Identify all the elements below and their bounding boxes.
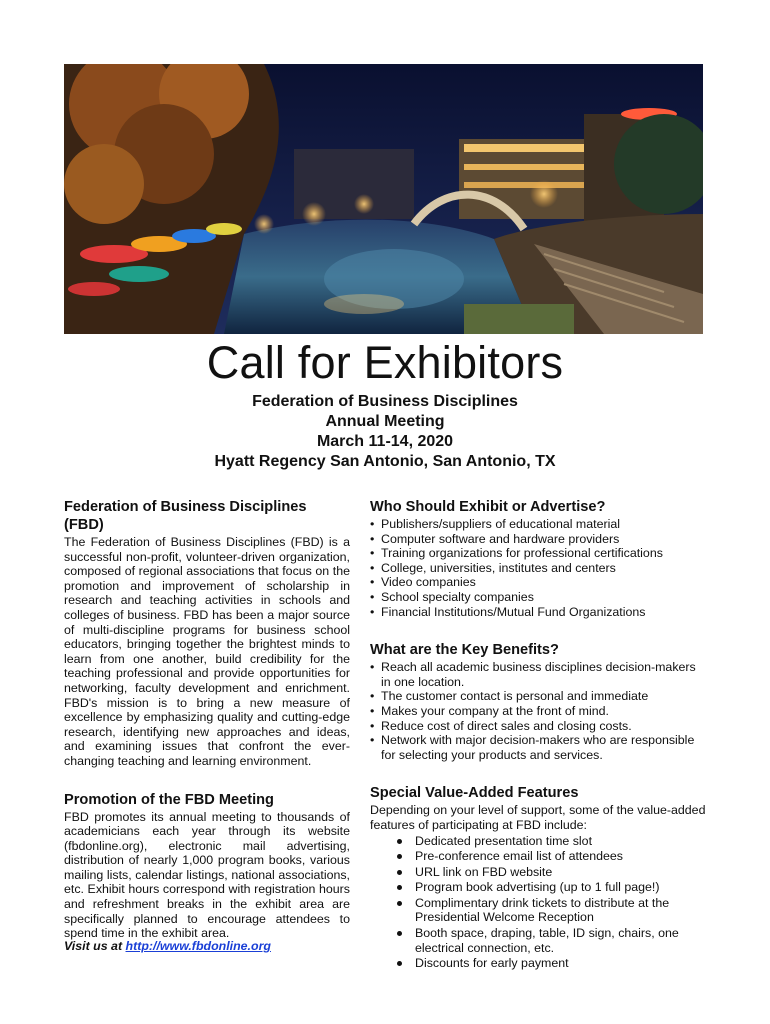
visit-prefix: Visit us at xyxy=(64,939,126,953)
key-benefits-list xyxy=(370,660,706,762)
visit-line xyxy=(64,939,271,953)
list-item: • Publishers/suppliers of educational material xyxy=(370,517,706,532)
event-venue: Hyatt Regency San Antonio, San Antonio, TX xyxy=(214,453,556,470)
list-item: • Training organizations for professional certifications xyxy=(370,546,706,561)
list-item: • Network with major decision-makers who are responsible for selecting your products and services. xyxy=(370,733,706,762)
list-item: • The customer contact is personal and immediate xyxy=(370,689,706,704)
left-column xyxy=(64,498,350,941)
list-item: URL link on FBD website xyxy=(370,865,706,880)
list-item: • Reach all academic business disciplines decision-makers in one location. xyxy=(370,660,706,689)
list-item: • Financial Institutions/Mutual Fund Organizations xyxy=(370,605,706,620)
special-features-heading: Special Value-Added Features xyxy=(370,785,579,802)
list-item: Booth space, draping, table, ID sign, chairs, one electrical connection, etc. xyxy=(370,926,706,955)
list-item: • School specialty companies xyxy=(370,590,706,605)
list-item: Program book advertising (up to 1 full page!) xyxy=(370,880,706,895)
key-benefits-heading: What are the Key Benefits? xyxy=(370,642,559,659)
list-item: • Reduce cost of direct sales and closing costs. xyxy=(370,719,706,734)
page-title: Call for Exhibitors xyxy=(206,337,564,388)
list-item: Discounts for early payment xyxy=(370,956,706,971)
right-column xyxy=(370,498,706,972)
list-item: • Makes your company at the front of mind. xyxy=(370,704,706,719)
hero-photo xyxy=(64,64,703,334)
river-walk-night-image xyxy=(64,64,703,334)
promotion-description: FBD promotes its annual meeting to thousands of academicians each year through its website (fbdonline.org), electronic mail advertising, distribution of nearly 1,000 program books, various mailing lists, calendar listings, national associations, etc. Exhibit hours correspond with registration hours and refreshment breaks in the exhibit area are specifically planned to encourage attendees to spend time in the exhibit area. xyxy=(64,809,350,941)
event-name: Annual Meeting xyxy=(325,413,445,430)
special-features-list xyxy=(370,834,706,971)
list-item: • Video companies xyxy=(370,575,706,590)
list-item: Complimentary drink tickets to distribute at the Presidential Welcome Reception xyxy=(370,896,706,925)
event-subheading xyxy=(0,392,770,472)
event-dates: March 11-14, 2020 xyxy=(316,433,454,450)
list-item: Dedicated presentation time slot xyxy=(370,834,706,849)
organization-name: Federation of Business Disciplines xyxy=(252,393,518,410)
list-item: • Computer software and hardware providers xyxy=(370,532,706,547)
who-should-exhibit-heading: Who Should Exhibit or Advertise? xyxy=(370,499,606,515)
list-item: Pre-conference email list of attendees xyxy=(370,849,706,864)
who-should-exhibit-list xyxy=(370,517,706,619)
promotion-heading: Promotion of the FBD Meeting xyxy=(64,791,274,808)
list-item: • College, universities, institutes and centers xyxy=(370,561,706,576)
fbd-heading: Federation of Business Disciplines (FBD) xyxy=(64,499,307,533)
website-link[interactable]: http://www.fbdonline.org xyxy=(125,939,271,953)
special-features-intro: Depending on your level of support, some of the value-added features of participating at FBD include: xyxy=(370,803,706,832)
fbd-description: The Federation of Business Disciplines (FBD) is a successful non-profit, volunteer-driven organization, composed of regional associations that focus on the promotion and improvement of scholarship in research and teaching activities in schools and colleges of business. FBD has been a major source of multi-discipline programs for business school educators, bringing together the brightest minds to learn from one another, build credibility for the teaching professional and provide opportunities for networking, faculty development and enrichment. FBD's mission is to bring a new measure of excellence by emphasizing quality and cutting-edge research, identifying new approaches and ideas, and examining issues that confront the ever-changing teaching and learning environment. xyxy=(64,535,350,768)
